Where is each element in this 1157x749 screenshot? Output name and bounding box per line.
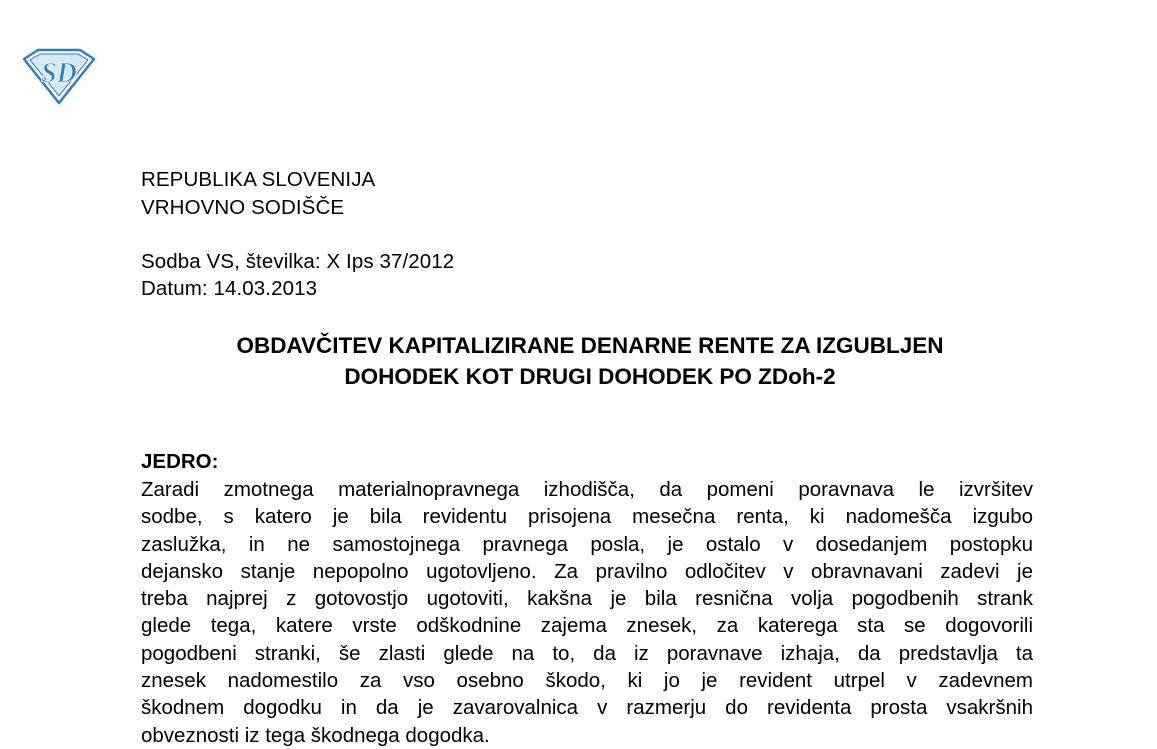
court-logo xyxy=(22,47,96,105)
paragraph-line: treba najprej z gotovostjo ugotoviti, kakšna je bila resnična volja pogodbenih strank xyxy=(141,587,1033,611)
paragraph-line: glede tega, katere vrste odškodnine zajema znesek, za katerega sta se dogovorili xyxy=(141,614,1033,638)
paragraph-line: obveznosti iz tega škodnega dogodka. xyxy=(141,723,490,747)
paragraph-line: dejansko stanje nepopolno ugotovljeno. Za pravilno odločitev v obravnavani zadevi je xyxy=(141,559,1033,583)
logo-letters: SD xyxy=(41,58,77,89)
jedro-paragraph xyxy=(141,476,1033,749)
header-republic: REPUBLIKA SLOVENIJA xyxy=(141,168,376,191)
case-number: Sodba VS, številka: X Ips 37/2012 xyxy=(141,250,455,273)
paragraph-line: znesek nadomestilo za vso osebno škodo, ki jo je revident utrpel v zadevnem xyxy=(141,669,1033,693)
document-title-line-2: DOHODEK KOT DRUGI DOHODEK PO ZDoh-2 xyxy=(344,364,836,389)
paragraph-line: sodbe, s katero je bila revidentu prisojena mesečna renta, ki nadomešča izgubo xyxy=(141,505,1033,529)
paragraph-line: škodnem dogodku in da je zavarovalnica v razmerju do revidenta prosta vsakršnih xyxy=(141,696,1033,720)
header-court: VRHOVNO SODIŠČE xyxy=(141,196,345,219)
document-title-line-1: OBDAVČITEV KAPITALIZIRANE DENARNE RENTE ZA IZGUBLJEN xyxy=(236,333,944,358)
paragraph-line: pogodbeni stranki, še zlasti glede na to, da iz poravnave izhaja, da predstavlja ta xyxy=(141,641,1033,665)
case-date: Datum: 14.03.2013 xyxy=(141,277,318,300)
paragraph-line: zaslužka, in ne samostojnega pravnega posla, je ostalo v dosedanjem postopku xyxy=(141,532,1033,556)
jedro-heading: JEDRO: xyxy=(141,450,219,473)
paragraph-line: Zaradi zmotnega materialnopravnega izhodišča, da pomeni poravnava le izvršitev xyxy=(141,478,1033,501)
